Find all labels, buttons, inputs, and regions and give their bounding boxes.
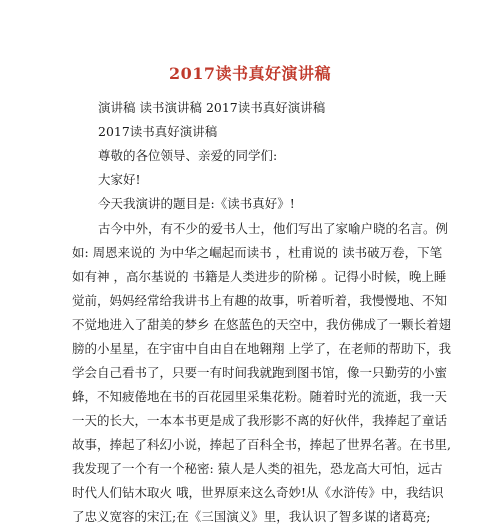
subtitle-line: 2017读书真好演讲稿 — [98, 124, 218, 139]
body-line: 了忠义宽容的宋江;在《三国演义》里，我认识了智多谋的诸葛亮; — [72, 509, 431, 524]
body-line: 故事，捧起了科幻小说，捧起了百科全书，捧起了世界名著。在书里, — [72, 437, 451, 452]
body-line: 蜂，不知疲倦地在书的百花园里采集花粉。随着时光的流逝，我一天 — [72, 389, 448, 404]
document-title: 2017读书真好演讲稿 — [168, 64, 332, 83]
body-line: 觉前，妈妈经常给我讲书上有趣的故事，听着听着，我慢慢地、不知 — [72, 293, 448, 308]
body-line: 时代人们钻木取火 哦，世界原来这么奇妙!从《水浒传》中，我结识 — [72, 485, 444, 500]
body-line: 一天的长大，一本本书更是成了我形影不离的好伙伴，我捧起了童话 — [72, 413, 448, 428]
body-line: 膀的小星星，在宇宙中自由自在地翱翔 上学了，在老师的帮助下，我 — [72, 341, 451, 356]
body-line: 古今中外，有不少的爱书人士，他们写出了家喻户晓的名言。例 — [98, 221, 449, 236]
body-line: 学会自己看书了，只要一有时间我就跑到图书馆，像一只勤劳的小蜜 — [72, 365, 448, 380]
body-line: 不觉地进入了甜美的梦乡 在悠蓝色的天空中，我仿佛成了一颗长着翅 — [72, 317, 451, 332]
greeting-line: 大家好! — [98, 172, 141, 187]
salutation-line: 尊敬的各位领导、亲爱的同学们: — [98, 148, 278, 163]
body-line: 如: 周恩来说的 为中华之崛起而读书 ，杜甫说的 读书破万卷，下笔 — [72, 245, 443, 260]
topic-line: 今天我演讲的题目是:《读书真好》! — [98, 196, 295, 211]
keywords-line: 演讲稿 读书演讲稿 2017读书真好演讲稿 — [98, 100, 326, 115]
body-line: 如有神 ，高尔基说的 书籍是人类进步的阶梯 。记得小时候，晚上睡 — [72, 269, 447, 284]
body-line: 我发现了一个有一个秘密: 猿人是人类的祖先，恐龙高大可怕，远古 — [72, 461, 443, 476]
